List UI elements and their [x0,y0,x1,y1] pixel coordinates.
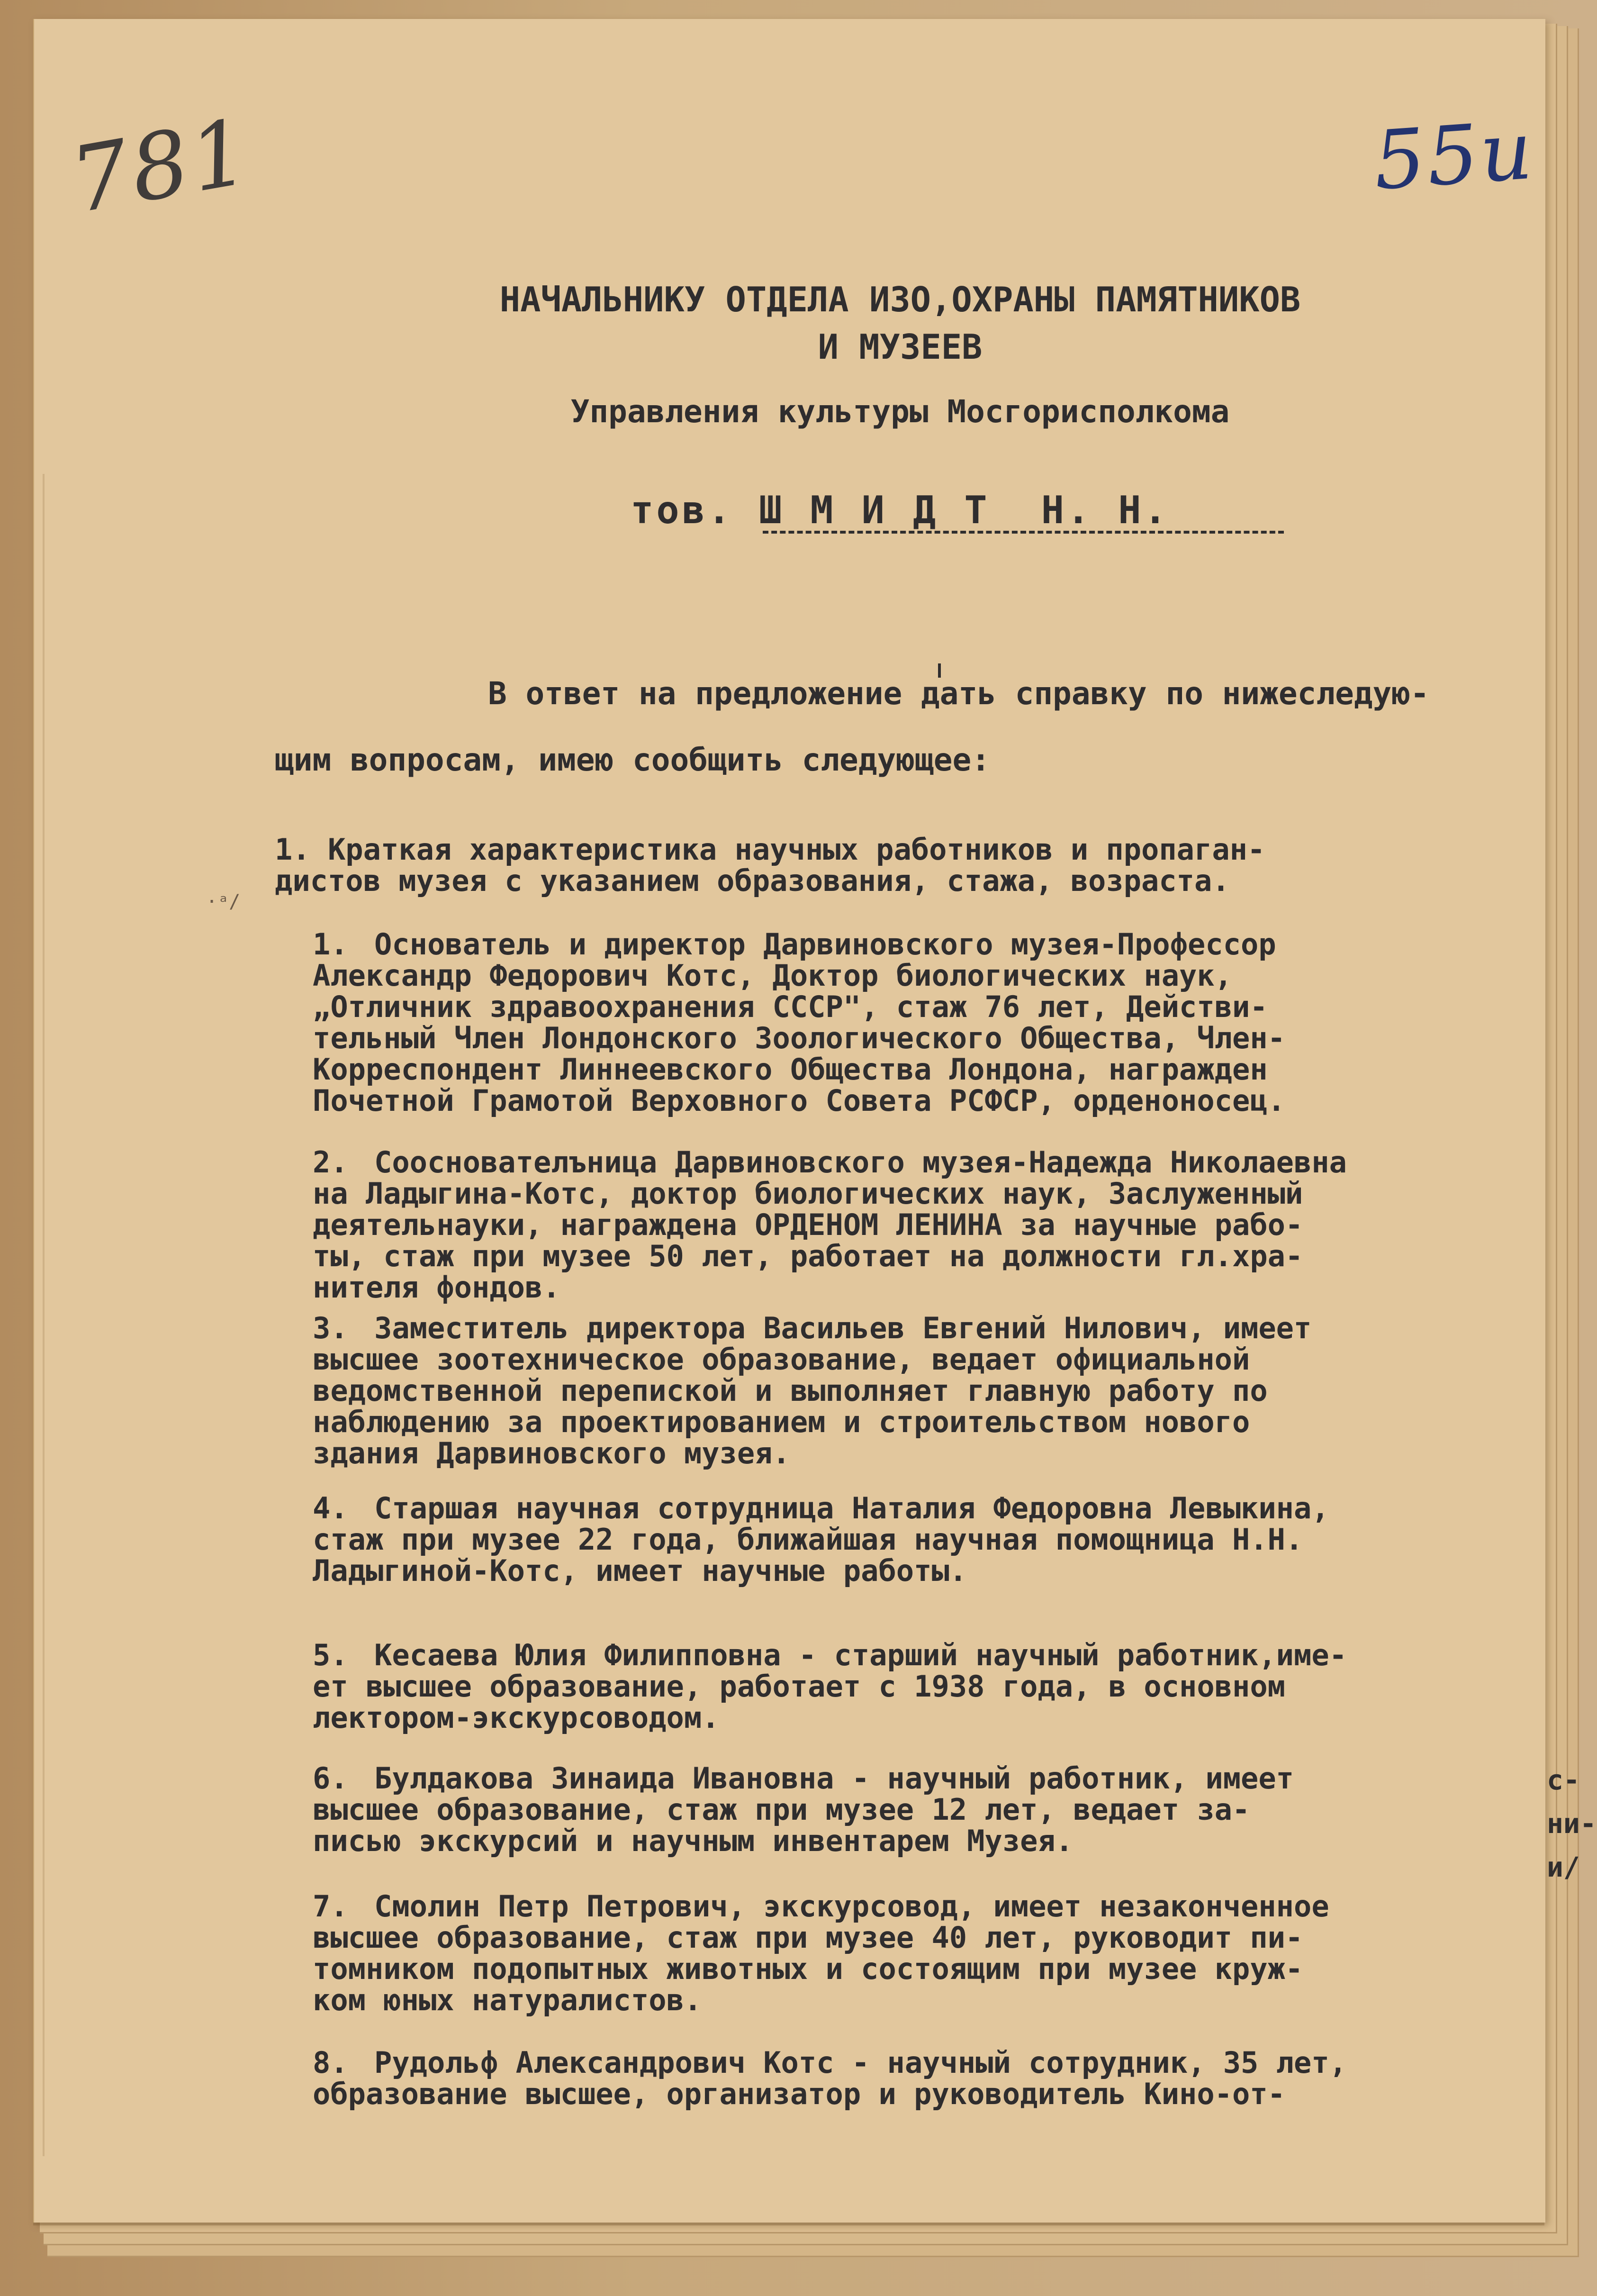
archive-number-ink: 55u [1371,103,1537,209]
item-number: 3. [313,1311,348,1345]
item-text: Булдакова Зинаида Ивановна - научный работник, имеет высшее образование, стаж при музее 12 лет, ведает за- писью экскурсий и научным инвентарем Музея. [313,1761,1294,1858]
underlying-page-fragment: с- ни- и/ [1547,1764,1597,1883]
staff-list-item [313,1313,1540,1469]
intro-paragraph-line-2: щим вопросам, имею сообщить следующее: [275,742,990,778]
item-number: 2. [313,1145,348,1180]
intro-paragraph-line-1: В ответ на предложение дать справку по нижеследую- [488,675,1429,712]
staff-list-item [313,1493,1540,1587]
item-number: 1. [313,927,348,962]
item-number: 4. [313,1491,348,1525]
page-fold-line [43,474,45,2156]
page-bottom-edge [33,2223,1544,2225]
item-text: Рудольф Александрович Котс - научный сотрудник, 35 лет, образование высшее, организатор и руководитель Кино-от- [313,2045,1347,2111]
staff-list-item [313,1640,1540,1733]
archive-number-pencil: 781 [63,99,259,234]
item-text: Основатель и директор Дарвиновского музея-Профессор Александр Федорович Котс, Доктор биологических наук, „Отличник здравоохранения СССР", стаж 76 лет, Действи- тельный Член Лондонского Зоологического Общества, Член- Корреспондент Линнеевского Общества Лондона, награжден Почетной Грамотой Верховного Совета РСФСР, орденоносец. [313,927,1285,1118]
item-number: 8. [313,2045,348,2080]
item-number: 7. [313,1889,348,1924]
header-department: Управления культуры Мосгорисполкома [570,393,1230,430]
item-number: 5. [313,1638,348,1672]
item-text: Заместитель директора Васильев Евгений Нилович, имеет высшее зоотехническое образование, ведает официальной ведомственной перепиской и выполняет главную работу по наблюдению за проектированием и строительством нового здания Дарвиновского музея. [313,1311,1312,1470]
margin-mark: ·ᵃ/ [206,891,241,913]
header-recipient-line-1: НАЧАЛЬНИКУ ОТДЕЛА ИЗО,ОХРАНЫ ПАМЯТНИКОВ [499,280,1301,319]
item-text: Сооснователъница Дарвиновского музея-Надежда Николаевна на Ладыгина-Котс, доктор биологических наук, Заслуженный деятельнауки, награждена ОРДЕНОМ ЛЕНИНА за научные рабо- ты, стаж при музее 50 лет, работает на должности гл.хра- нителя фондов. [313,1145,1347,1305]
item-text: Старшая научная сотрудница Наталия Федоровна Левыкина, стаж при музее 22 года, ближайшая научная помощница Н.Н. Ладыгиной-Котс, имеет научные работы. [313,1491,1329,1588]
item-text: Кесаева Юлия Филипповна - старший научный работник,име- ет высшее образование, работает с 1938 года, в основном лектором-экскурсоводом. [313,1638,1347,1735]
staff-list-item [313,1763,1540,1857]
staff-list-item [313,1891,1540,2016]
question-heading: 1. Краткая характеристика научных работников и пропаган- дистов музея с указанием образования, стажа, возраста. [275,832,1265,898]
staff-list-item [313,2047,1540,2110]
staff-list-item [313,929,1540,1116]
addressee-underline [763,531,1284,534]
item-text: Смолин Петр Петрович, экскурсовод, имеет незаконченное высшее образование, стаж при музее 40 лет, руководит пи- томником подопытных животных и состоящим при музее круж- ком юных натуралистов. [313,1889,1329,2017]
addressee-name: тов. Ш М И Д Т Н. Н. [631,488,1170,532]
item-number: 6. [313,1761,348,1796]
staff-list-item [313,1147,1540,1303]
header-recipient-line-2: И МУЗЕЕВ [818,327,983,367]
